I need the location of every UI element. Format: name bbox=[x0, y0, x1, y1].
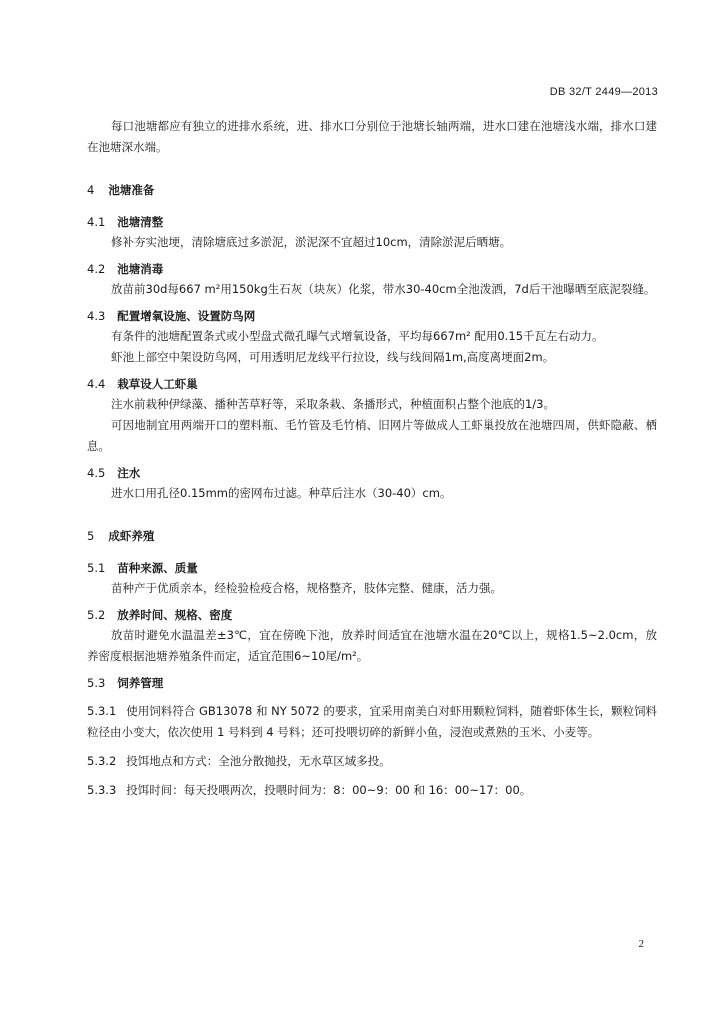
section-4-3-paragraph-1: 有条件的池塘配置条式或小型盘式微孔曝气式增氧设备，平均每667m² 配用0.15千瓦左右动力。 bbox=[111, 329, 604, 343]
item-5-3-3-number: 5.3.3 bbox=[87, 783, 117, 797]
section-4-5-paragraph: 进水口用孔径0.15mm的密网布过滤。种草后注水（30-40）cm。 bbox=[111, 486, 452, 500]
section-4-1-title: 池塘清整 bbox=[117, 215, 164, 229]
item-5-3-2 bbox=[87, 751, 657, 772]
section-5-2-number: 5.2 bbox=[87, 608, 106, 622]
section-4-2-title: 池塘消毒 bbox=[117, 262, 164, 276]
intro-paragraph: 每口池塘都应有独立的进排水系统，进、排水口分别位于池塘长轴两端，进水口建在池塘浅水端，排水口建在池塘深水端。 bbox=[87, 119, 657, 154]
item-5-3-2-number: 5.3.2 bbox=[87, 754, 117, 768]
section-4-4-heading bbox=[87, 374, 657, 394]
section-5-2-title: 放养时间、规格、密度 bbox=[117, 608, 233, 622]
section-5-heading bbox=[87, 526, 657, 546]
section-5-3-heading bbox=[87, 673, 657, 693]
section-4-4-title: 栽草设人工虾巢 bbox=[117, 377, 198, 391]
item-5-3-1 bbox=[87, 701, 657, 743]
section-4-3-heading bbox=[87, 306, 657, 326]
section-5-1-title: 苗种来源、质量 bbox=[117, 561, 198, 575]
section-5-2-paragraph: 放苗时避免水温温差±3℃，宜在傍晚下池，放养时间适宜在池塘水温在20℃以上，规格1.5~2.0cm，放养密度根据池塘养殖条件而定，适宜范围6~10尾/m²。 bbox=[87, 628, 657, 663]
document-body bbox=[87, 116, 657, 801]
section-4-5-number: 4.5 bbox=[87, 466, 106, 480]
section-4-title: 池塘准备 bbox=[108, 183, 155, 197]
section-5-3-title: 饲养管理 bbox=[117, 676, 164, 690]
section-4-2-number: 4.2 bbox=[87, 262, 106, 276]
item-5-3-3 bbox=[87, 780, 657, 801]
section-4-heading bbox=[87, 180, 657, 200]
standard-number-header: DB 32/T 2449—2013 bbox=[549, 86, 658, 98]
section-4-3-title: 配置增氧设施、设置防鸟网 bbox=[117, 309, 256, 323]
section-5-1-paragraph: 苗种产于优质亲本，经检验检疫合格，规格整齐，肢体完整、健康，活力强。 bbox=[111, 581, 502, 595]
section-5-1-number: 5.1 bbox=[87, 561, 106, 575]
item-5-3-1-text: 使用饲料符合 GB13078 和 NY 5072 的要求，宜采用南美白对虾用颗粒饲料，随着虾体生长，颗粒饲料粒径由小变大，依次使用 1 号料到 4 号料；还可投喂切碎的新鲜小鱼，浸泡或煮熟的玉米、小麦等。 bbox=[87, 704, 657, 739]
item-5-3-2-text: 投饵地点和方式：全池分散抛投，无水草区域多投。 bbox=[126, 754, 391, 768]
section-4-4-paragraph-1: 注水前栽种伊绿藻、播种苦草籽等，采取条栽、条播形式，种植面积占整个池底的1/3。 bbox=[111, 397, 556, 411]
section-4-3-number: 4.3 bbox=[87, 309, 106, 323]
section-4-2-paragraph: 放苗前30d每667 m²用150kg生石灰（块灰）化浆，带水30-40cm全池泼洒，7d后干池曝晒至底泥裂缝。 bbox=[111, 282, 656, 296]
section-5-3-number: 5.3 bbox=[87, 676, 106, 690]
item-5-3-3-text: 投饵时间：每天投喂两次，投喂时间为：8：00~9：00 和 16：00~17：00。 bbox=[126, 783, 532, 797]
section-4-4-number: 4.4 bbox=[87, 377, 106, 391]
section-4-5-title: 注水 bbox=[117, 466, 141, 480]
section-4-1-number: 4.1 bbox=[87, 215, 106, 229]
section-4-number: 4 bbox=[87, 183, 95, 197]
section-4-4-paragraph-2: 可因地制宜用两端开口的塑料瓶、毛竹管及毛竹梢、旧网片等做成人工虾巢投放在池塘四周，供虾隐蔽、栖息。 bbox=[87, 418, 657, 453]
section-4-1-paragraph: 修补夯实池埂，清除塘底过多淤泥，淤泥深不宜超过10cm，清除淤泥后晒塘。 bbox=[111, 235, 512, 249]
item-5-3-1-number: 5.3.1 bbox=[87, 704, 117, 718]
section-4-2-heading bbox=[87, 259, 657, 279]
page-number: 2 bbox=[638, 938, 644, 950]
section-5-title: 成虾养殖 bbox=[108, 529, 155, 543]
section-5-1-heading bbox=[87, 558, 657, 578]
section-4-1-heading bbox=[87, 212, 657, 232]
section-5-number: 5 bbox=[87, 529, 95, 543]
section-4-5-heading bbox=[87, 463, 657, 483]
section-4-3-paragraph-2: 虾池上部空中架设防鸟网，可用透明尼龙线平行拉设，线与线间隔1m,高度离埂面2m。 bbox=[111, 350, 555, 364]
section-5-2-heading bbox=[87, 605, 657, 625]
